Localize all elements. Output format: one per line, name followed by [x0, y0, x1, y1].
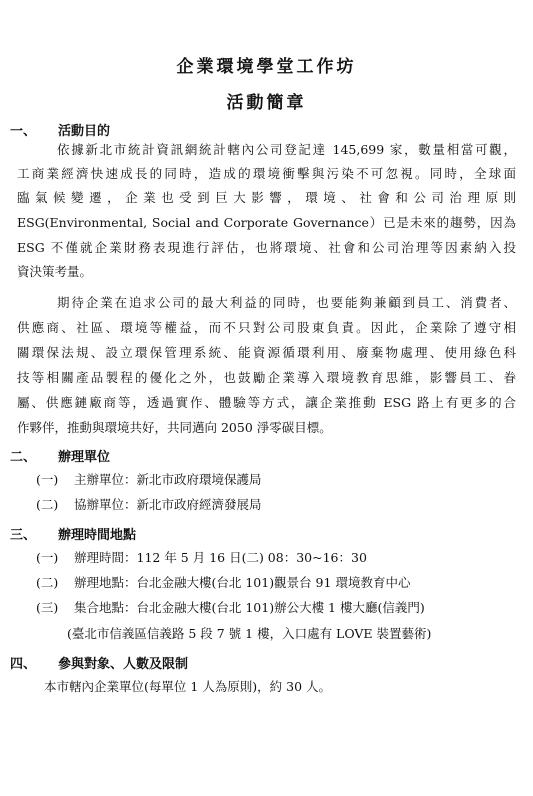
paragraph-line: 供應商、社區、環境等權益，而不只對公司股東負責。因此，企業除了遵守相	[17, 320, 516, 335]
paragraph-line: 關環保法規、設立環保管理系統、能資源循環利用、廢棄物處理、使用綠色科	[17, 345, 516, 360]
paragraph-line: 技等相關產品製程的優化之外，也鼓勵企業導入環境教育思維，影響員工、眷	[17, 370, 516, 385]
schedule-item	[36, 600, 425, 616]
item-number: (一)	[36, 472, 59, 487]
item-text: 主辦單位：新北市政府環境保護局	[74, 472, 262, 487]
item-text: 辦理地點：台北金融大樓(台北 101)觀景台 91 環境教育中心	[74, 575, 411, 590]
paragraph-line: ESG 不僅就企業財務表現進行評估，也將環境、社會和公司治理等因素納入投	[17, 240, 516, 255]
item-text: 辦理時間：112 年 5 月 16 日(二) 08：30~16：30	[74, 550, 367, 565]
section-number: 四、	[10, 657, 37, 672]
section-number: 一、	[10, 124, 37, 139]
paragraph-line: 依據新北市統計資訊網統計轄內公司登記達 145,699 家，數量相當可觀，	[57, 142, 516, 157]
participants-text: 本市轄內企業單位(每單位 1 人為原則)，約 30 人。	[44, 679, 332, 694]
section-heading-participants	[10, 653, 188, 672]
paragraph-line: ESG(Environmental, Social and Corporate Governance）已是未來的趨勢，因為	[17, 215, 516, 230]
section-title: 辦理時間地點	[58, 528, 137, 543]
paragraph-line: 屬、供應鏈廠商等，透過實作、體驗等方式，讓企業推動 ESG 路上有更多的合	[17, 395, 516, 410]
item-number: (一)	[36, 550, 59, 565]
section-title: 參與對象、人數及限制	[58, 657, 189, 672]
section-heading-organizers	[10, 446, 110, 465]
section-title: 活動目的	[58, 124, 111, 139]
document-subtitle: 活動簡章	[226, 93, 307, 113]
section-heading-purpose	[10, 120, 110, 139]
item-number: (二)	[36, 575, 59, 590]
schedule-note: (臺北市信義區信義路 5 段 7 號 1 樓，入口處有 LOVE 裝置藝術)	[67, 626, 432, 641]
paragraph-line: 資決策考量。	[17, 264, 93, 279]
item-text: 協辦單位：新北市政府經濟發展局	[74, 497, 262, 512]
paragraph-line: 期待企業在追求公司的最大利益的同時，也要能夠兼顧到員工、消費者、	[57, 295, 516, 310]
item-number: (三)	[36, 600, 59, 615]
paragraph-line: 工商業經濟快速成長的同時，造成的環境衝擊與污染不可忽視。同時，全球面	[17, 166, 516, 181]
document-title: 企業環境學堂工作坊	[176, 57, 357, 77]
organizer-item	[36, 497, 262, 513]
schedule-item	[36, 575, 410, 591]
item-text: 集合地點：台北金融大樓(台北 101)辦公大樓 1 樓大廳(信義門)	[74, 600, 425, 615]
organizer-item	[36, 472, 262, 488]
section-number: 三、	[10, 528, 37, 543]
section-number: 二、	[10, 450, 37, 465]
section-title: 辦理單位	[58, 450, 111, 465]
item-number: (二)	[36, 497, 59, 512]
paragraph-line: 臨氣候變遷，企業也受到巨大影響，環境、社會和公司治理原則	[17, 190, 516, 205]
schedule-item	[36, 550, 367, 566]
paragraph-line: 作夥伴，推動與環境共好，共同邁向 2050 淨零碳目標。	[17, 420, 332, 435]
section-heading-schedule	[10, 524, 136, 543]
